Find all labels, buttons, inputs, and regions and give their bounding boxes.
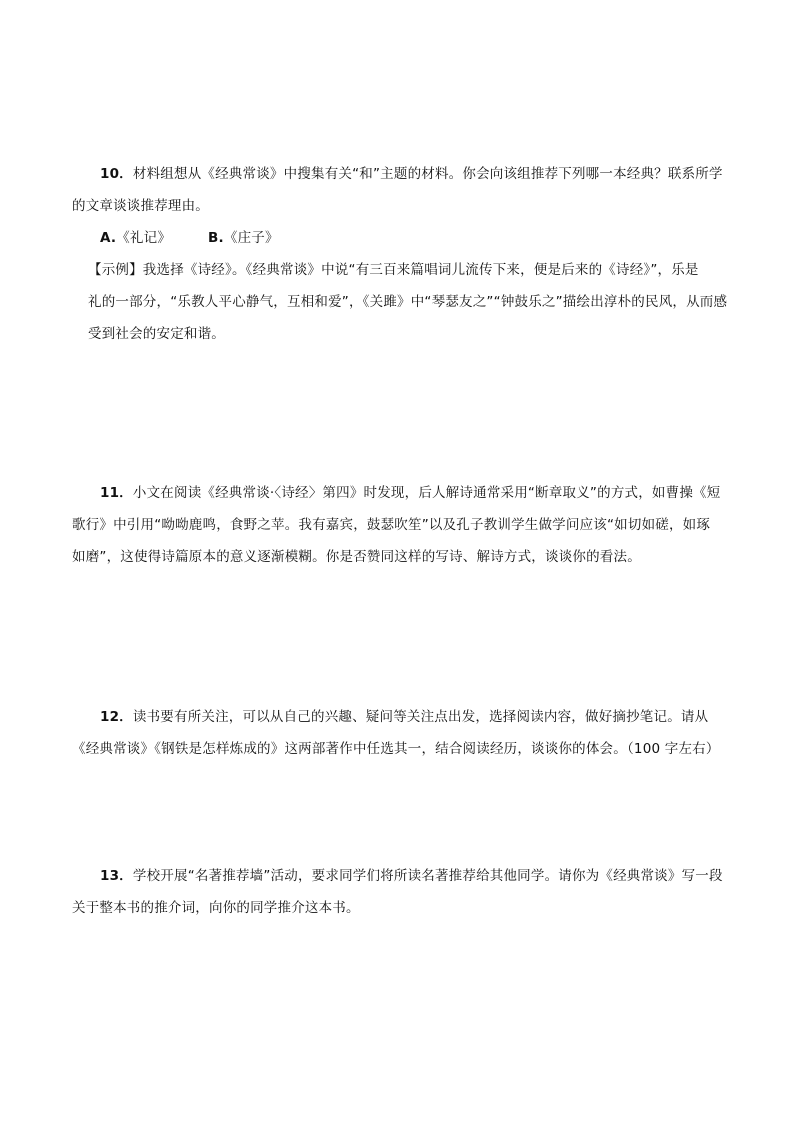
question-13-text-1: 学校开展“名著推荐墙”活动，要求同学们将所读名著推荐给其他同学。请你为《经典常谈》写一段 — [132, 868, 723, 884]
option-b-label: B. — [208, 230, 224, 246]
question-11-line-1 — [100, 483, 720, 503]
question-10-line-1 — [100, 164, 723, 184]
question-12-line-2: 《经典常谈》《钢铁是怎样炼成的》这两部著作中任选其一，结合阅读经历，谈谈你的体会。（100 字左右） — [72, 741, 720, 757]
question-10-options — [100, 228, 279, 248]
option-b-text: 《庄子》 — [223, 230, 279, 246]
example-line-2: 礼的一部分，“乐教人平心静气，互相和爱”，《关雎》中“琴瑟友之”“钟鼓乐之”描绘出淳朴的民风，从而感 — [88, 294, 728, 310]
question-11-text-1: 小文在阅读《经典常谈·〈诗经〉第四》时发现，后人解诗通常采用“断章取义”的方式，如曹操《短 — [132, 485, 721, 501]
question-11-line-2: 歌行》中引用“呦呦鹿鸣，食野之苹。我有嘉宾，鼓瑟吹笙”以及孔子教训学生做学问应该“如切如磋，如琢 — [72, 517, 711, 533]
question-12-number: 12． — [100, 709, 133, 725]
example-line-1: 【示例】我选择《诗经》。《经典常谈》中说“有三百来篇唱词儿流传下来，便是后来的《诗经》”，乐是 — [88, 262, 699, 278]
question-12-line-1 — [100, 707, 708, 727]
question-13-line-1 — [100, 866, 723, 886]
example-line-3: 受到社会的安定和谐。 — [88, 326, 225, 342]
question-11-number: 11． — [100, 485, 133, 501]
question-10-number: 10． — [100, 166, 133, 182]
question-11-line-3: 如磨”，这使得诗篇原本的意义逐渐模糊。你是否赞同这样的写诗、解诗方式，谈谈你的看法。 — [72, 549, 641, 565]
question-10-text-1: 材料组想从《经典常谈》中搜集有关“和”主题的材料。你会向该组推荐下列哪一本经典？联系所学 — [132, 166, 723, 182]
option-a-text: 《礼记》 — [116, 230, 172, 246]
question-10-line-2: 的文章谈谈推荐理由。 — [72, 198, 209, 214]
question-12-text-1: 读书要有所关注，可以从自己的兴趣、疑问等关注点出发，选择阅读内容，做好摘抄笔记。请从 — [132, 709, 709, 725]
question-13-line-2: 关于整本书的推介词，向你的同学推介这本书。 — [72, 900, 360, 916]
option-a-label: A. — [100, 230, 117, 246]
question-13-number: 13． — [100, 868, 133, 884]
